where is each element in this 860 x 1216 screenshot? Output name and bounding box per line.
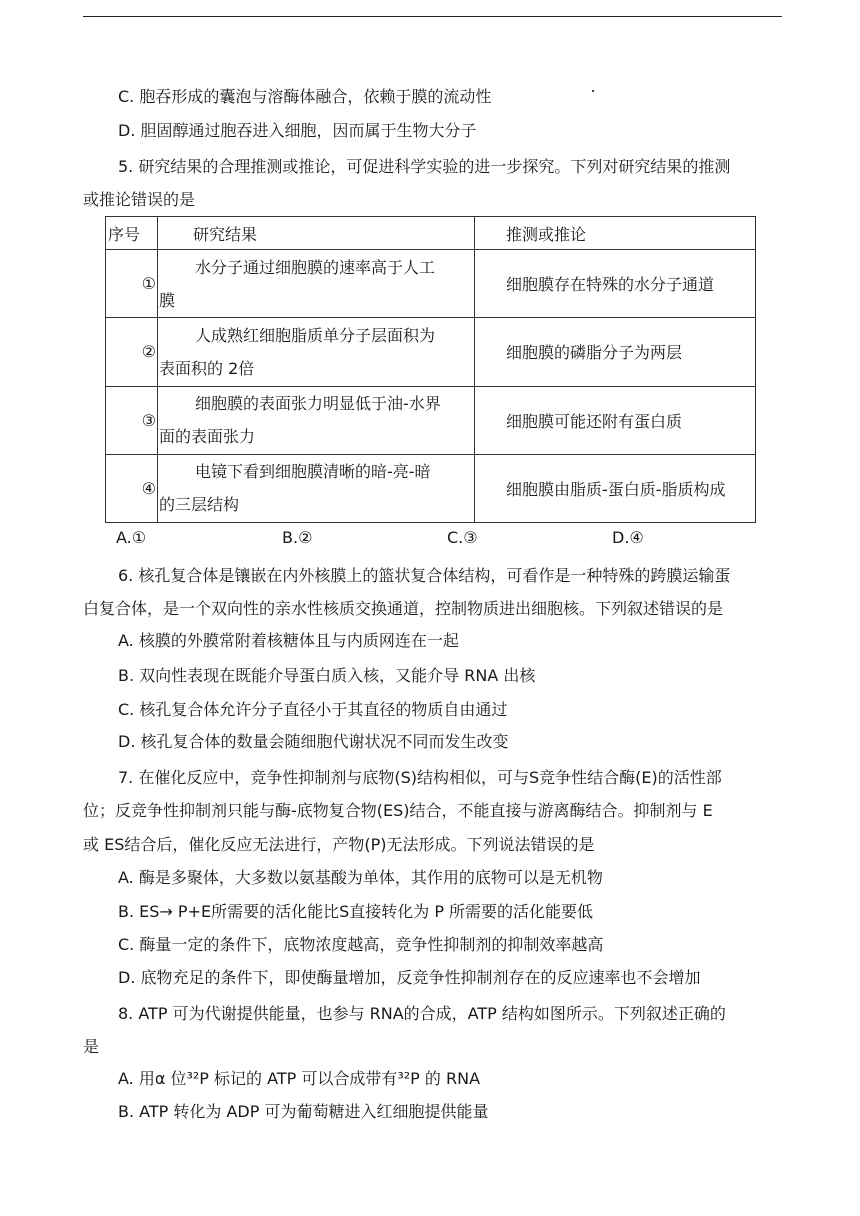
- q5-option-d: D.④: [612, 528, 644, 547]
- q7-stem-line-3: 或 ES结合后，催化反应无法进行，产物(P)无法形成。下列说法错误的是: [83, 835, 595, 854]
- research-results-table: [105, 216, 756, 523]
- q5-stem-line-1: 5. 研究结果的合理推测或推论，可促进科学实验的进一步探究。下列对研究结果的推测: [118, 157, 731, 176]
- row-result-line-2: 的三层结构: [159, 495, 240, 515]
- row-inference: 细胞膜存在特殊的水分子通道: [475, 250, 756, 318]
- q6-stem-line-2: 白复合体，是一个双向性的亲水性核质交换通道，控制物质进出细胞核。下列叙述错误的是: [83, 599, 724, 618]
- row-result: [158, 386, 475, 454]
- q7-option-a: A. 酶是多聚体，大多数以氨基酸为单体，其作用的底物可以是无机物: [118, 868, 603, 887]
- row-number: ①: [106, 250, 158, 318]
- table-row: [106, 318, 756, 386]
- row-result: [158, 454, 475, 522]
- row-result-line-1: 电镜下看到细胞膜清晰的暗-亮-暗: [195, 462, 431, 482]
- header-index: 序号: [106, 217, 158, 250]
- q6-stem-line-1: 6. 核孔复合体是镶嵌在内外核膜上的篮状复合体结构，可看作是一种特殊的跨膜运输蛋: [118, 566, 731, 585]
- row-result-line-2: 膜: [159, 290, 176, 310]
- q8-option-b: B. ATP 转化为 ADP 可为葡萄糖进入红细胞提供能量: [118, 1102, 489, 1121]
- row-result-line-2: 面的表面张力: [159, 427, 256, 447]
- q6-option-d: D. 核孔复合体的数量会随细胞代谢状况不同而发生改变: [118, 732, 509, 751]
- row-result: [158, 318, 475, 386]
- row-result: [158, 250, 475, 318]
- q7-option-d: D. 底物充足的条件下，即使酶量增加，反竞争性抑制剂存在的反应速率也不会增加: [118, 968, 701, 987]
- row-result-line-1: 细胞膜的表面张力明显低于油-水界: [195, 394, 441, 414]
- q8-stem-line-1: 8. ATP 可为代谢提供能量，也参与 RNA的合成，ATP 结构如图所示。下列叙述正确的: [118, 1004, 726, 1023]
- q8-stem-line-2: 是: [83, 1037, 100, 1056]
- q7-stem-line-1: 7. 在催化反应中，竞争性抑制剂与底物(S)结构相似，可与S竞争性结合酶(E)的活性部: [118, 768, 722, 787]
- q4-option-d: D. 胆固醇通过胞吞进入细胞，因而属于生物大分子: [118, 121, 477, 140]
- row-result-line-1: 人成熟红细胞脂质单分子层面积为: [195, 325, 436, 345]
- q6-option-a: A. 核膜的外膜常附着核糖体且与内质网连在一起: [118, 631, 459, 650]
- header-inference: 推测或推论: [475, 217, 756, 250]
- row-inference: 细胞膜可能还附有蛋白质: [475, 386, 756, 454]
- row-inference: 细胞膜由脂质-蛋白质-脂质构成: [475, 454, 756, 522]
- table-row: [106, 386, 756, 454]
- q7-stem-line-2: 位；反竞争性抑制剂只能与酶-底物复合物(ES)结合，不能直接与游离酶结合。抑制剂与 E: [83, 801, 713, 820]
- q5-stem-line-2: 或推论错误的是: [83, 190, 196, 209]
- q6-option-c: C. 核孔复合体允许分子直径小于其直径的物质自由通过: [118, 700, 508, 719]
- row-number: ③: [106, 386, 158, 454]
- table-header-row: [106, 217, 756, 250]
- header-result: 研究结果: [158, 217, 475, 250]
- table-row: [106, 454, 756, 522]
- table-row: [106, 250, 756, 318]
- q5-option-b: B.②: [282, 528, 313, 547]
- q6-option-b: B. 双向性表现在既能介导蛋白质入核，又能介导 RNA 出核: [118, 666, 536, 685]
- row-result-line-2: 表面积的 2倍: [159, 358, 255, 378]
- q5-option-a: A.①: [116, 528, 147, 547]
- q8-option-a: A. 用α 位³²P 标记的 ATP 可以合成带有³²P 的 RNA: [118, 1069, 481, 1088]
- header-rule: [83, 16, 782, 17]
- row-number: ④: [106, 454, 158, 522]
- q5-option-c: C.③: [447, 528, 478, 547]
- row-number: ②: [106, 318, 158, 386]
- row-inference: 细胞膜的磷脂分子为两层: [475, 318, 756, 386]
- q7-option-b: B. ES→ P+E所需要的活化能比S直接转化为 P 所需要的活化能要低: [118, 902, 594, 921]
- q4-option-c: C. 胞吞形成的囊泡与溶酶体融合，依赖于膜的流动性: [118, 87, 492, 106]
- row-result-line-1: 水分子通过细胞膜的速率高于人工: [195, 257, 436, 277]
- stray-dot: [592, 90, 594, 92]
- q7-option-c: C. 酶量一定的条件下，底物浓度越高，竞争性抑制剂的抑制效率越高: [118, 935, 604, 954]
